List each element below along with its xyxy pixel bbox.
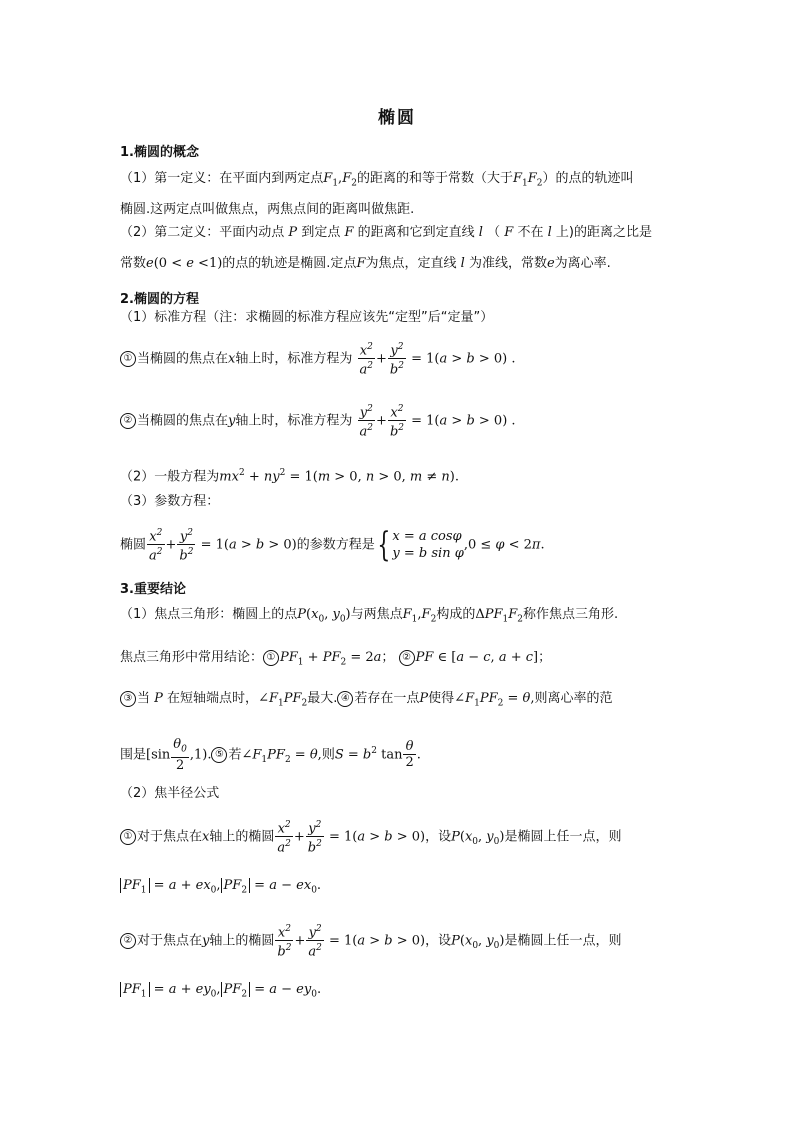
- standard-equation-x-axis: ① 当椭圆的焦点在x轴上时，标准方程为 $\frac{x^2}{a^2}$ + $\frac{y^2}{b^2}$ = 1(a > b > 0) .: [120, 340, 684, 378]
- section-heading-concept: 1.椭圆的概念: [120, 145, 199, 160]
- section-heading-equation: 2.椭圆的方程: [120, 292, 199, 307]
- first-definition-line1: （1）第一定义：在平面内到两定点$F_1,F_2$的距离的和等于常数（大于$F_1F_2$）的点的轨迹叫: [120, 171, 634, 189]
- page-title: 椭圆: [378, 108, 416, 128]
- parametric-equation: 椭圆 $\frac{x^2}{a^2}$ + $\frac{y^2}{b^2}$ = 1(a > b > 0)的参数方程是{ x = a cosφ y = b sin φ ,0 ≤ φ < 2π.: [120, 524, 545, 565]
- first-definition-line2: 椭圆.这两定点叫做焦点，两焦点间的距离叫做焦距.: [120, 202, 415, 217]
- standard-equation-note: （1）标准方程（注：求椭圆的标准方程应该先“定型”后“定量”）: [120, 310, 494, 325]
- focal-triangle-conclusions-2: ③ 当 P 在短轴端点时，$\angle F_1PF_2$最大. ④ 若存在一点P使得$\angle F_1PF_2 = \theta$,则离心率的范: [120, 689, 684, 714]
- focal-radius-y-formula: $PF_1 = a + ey_0$, $PF_2 = a - ey_0$.: [120, 980, 684, 1005]
- focal-radius-x-formula: $PF_1 = a + ex_0$, $PF_2 = a - ex_0$.: [120, 876, 684, 901]
- general-equation: （2）一般方程为$mx^2 + ny^2 = 1(m > 0$, n > 0, m ≠ n).: [120, 468, 460, 485]
- second-definition-line1: （2）第二定义：平面内动点 P 到定点 F 的距离和它到定直线 l （ F 不在 l 上)的距离之比是: [120, 225, 652, 240]
- focal-radius-x-axis: ① 对于焦点在x轴上的椭圆 $\frac{x^2}{a^2}$ + $\frac{y^2}{b^2}$ = 1(a > b > 0)，设$P(x_0$, $y_0$)是椭圆上任一点，则: [120, 818, 684, 860]
- second-definition-line2: 常数e(0 < e <1)的点的轨迹是椭圆.定点F为焦点，定直线 l 为准线，常数e为离心率.: [120, 256, 611, 271]
- section-heading-conclusions: 3.重要结论: [120, 582, 186, 597]
- focal-triangle-conclusions-1: 焦点三角形中常用结论： ① $PF_1 + PF_2 = 2a$； ② PF ∈ [a − c, a + c]；: [120, 650, 552, 668]
- focal-triangle-definition: （1）焦点三角形：椭圆上的点$P(x_0$, $y_0$)与两焦点$F_1,F_2$构成的$\Delta PF_1F_2$称作焦点三角形.: [120, 607, 619, 625]
- focal-radius-y-axis: ② 对于焦点在y轴上的椭圆 $\frac{x^2}{b^2}$ + $\frac{y^2}{a^2}$ = 1(a > b > 0)，设$P(x_0$, $y_0$)是椭圆上任一点，则: [120, 922, 684, 964]
- parametric-equation-label: （3）参数方程：: [120, 494, 220, 509]
- focal-triangle-conclusions-3: 围是[sin $\frac{\theta_0}{2}$ ,1). ⑤ 若$\angle F_1PF_2 = \theta$,则$S = b^2$ tan $\frac{\theta}{2}$ .: [120, 736, 421, 774]
- focal-radius-heading: （2）焦半径公式: [120, 786, 220, 801]
- standard-equation-y-axis: ② 当椭圆的焦点在y轴上时，标准方程为 $\frac{y^2}{a^2}$ + $\frac{x^2}{b^2}$ = 1(a > b > 0) .: [120, 402, 684, 440]
